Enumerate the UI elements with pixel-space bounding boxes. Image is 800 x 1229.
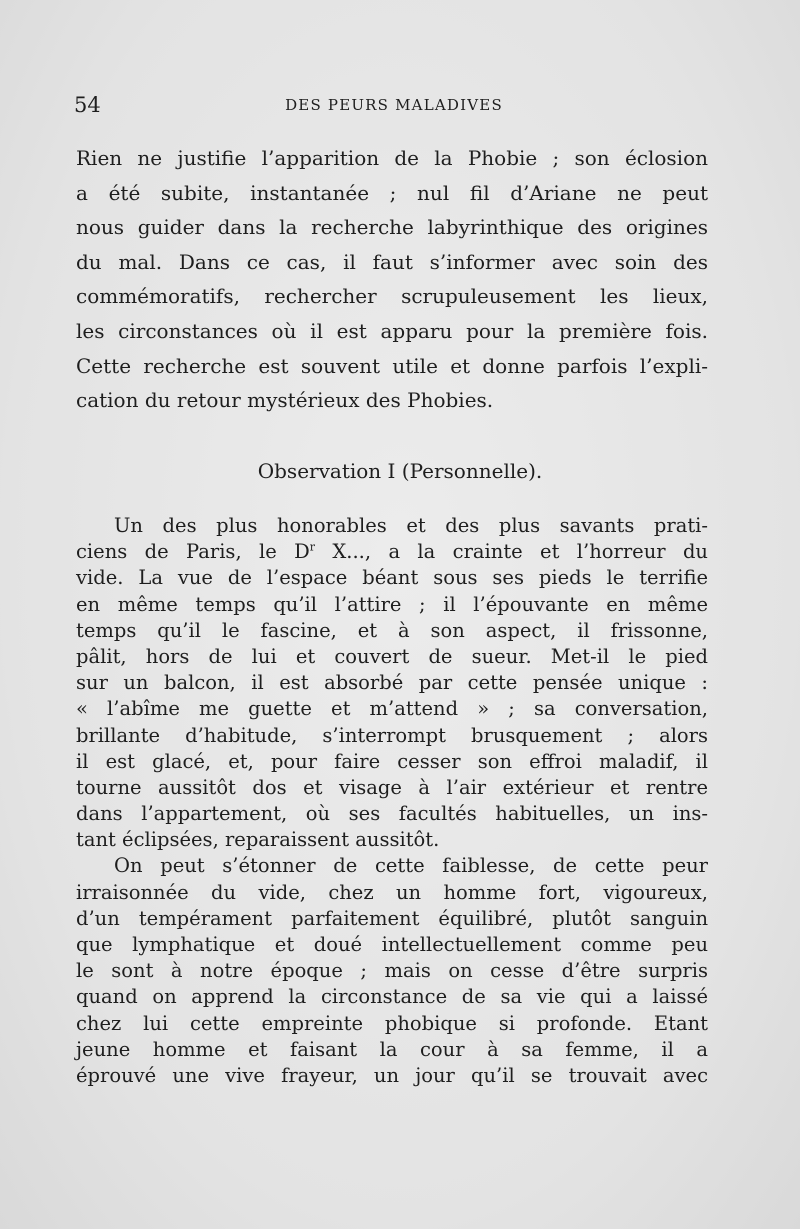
intro-paragraph (76, 141, 708, 418)
page-number: 54 (74, 93, 101, 117)
text-line: vide. La vue de l’espace béant sous ses pieds le terrifie (76, 566, 708, 590)
text-line: que lymphatique et doué intellectuellement comme peu (76, 933, 708, 956)
text-line: brillante d’habitude, s’interrompt brusquement ; alors (76, 723, 708, 747)
superscript: r (309, 540, 316, 554)
text-line: quand on apprend la circonstance de sa vie qui a laissé (76, 985, 708, 1009)
text-line: commémoratifs, rechercher scrupuleusement les lieux, (76, 284, 708, 309)
text-line: du mal. Dans ce cas, il faut s’informer avec soin des (76, 249, 708, 274)
text-line: jeune homme et faisant la cour à sa femme, il a (76, 1037, 708, 1061)
text-line (76, 539, 708, 565)
observation-text (76, 513, 708, 1089)
text-line: il est glacé, et, pour faire cesser son effroi maladif, il (76, 749, 708, 773)
text-line: pâlit, hors de lui et couvert de sueur. Met-il le pied (76, 644, 708, 668)
text-line: Un des plus honorables et des plus savants prati- (114, 514, 708, 537)
page-header (74, 92, 714, 118)
text-line: le sont à notre époque ; mais on cesse d’être surpris (76, 959, 708, 983)
text-line: Cette recherche est souvent utile et donne parfois l’expli- (76, 353, 708, 378)
text-line: « l’abîme me guette et m’attend » ; sa conversation, (76, 697, 708, 721)
text-line: éprouvé une vive frayeur, un jour qu’il se trouvait avec (76, 1063, 708, 1087)
text-line: Rien ne justifie l’apparition de la Phobie ; son éclosion (76, 146, 708, 170)
text-line: en même temps qu’il l’attire ; il l’épouvante en même (76, 592, 708, 616)
text-line: nous guider dans la recherche labyrinthique des origines (76, 215, 708, 240)
line-part: ciens de Paris, le D (76, 540, 310, 564)
text-line: tant éclipsées, reparaissent aussitôt. (76, 828, 440, 852)
text-line: les circonstances où il est apparu pour la première fois. (76, 318, 708, 343)
text-line: irraisonnée du vide, chez un homme fort, vigoureux, (76, 880, 708, 904)
text-line: dans l’appartement, où ses facultés habituelles, un ins- (76, 802, 708, 826)
observation-heading: Observation I (Personnelle). (257, 459, 543, 483)
text-line: chez lui cette empreinte phobique si profonde. Etant (76, 1011, 708, 1035)
text-line: On peut s’étonner de cette faiblesse, de cette peur (114, 854, 708, 878)
text-line: sur un balcon, il est absorbé par cette pensée unique : (76, 671, 708, 695)
running-title: DES PEURS MALADIVES (285, 96, 503, 114)
text-line: a été subite, instantanée ; nul fil d’Ariane ne peut (76, 180, 708, 205)
text-line: d’un tempérament parfaitement équilibré, plutôt sanguin (76, 906, 708, 930)
text-line: tourne aussitôt dos et visage à l’air extérieur et rentre (76, 775, 708, 799)
line-part: X..., a la crainte et l’horreur du (315, 540, 708, 564)
text-line: temps qu’il le fascine, et à son aspect, il frissonne, (76, 618, 708, 642)
text-line: cation du retour mystérieux des Phobies. (76, 388, 494, 413)
